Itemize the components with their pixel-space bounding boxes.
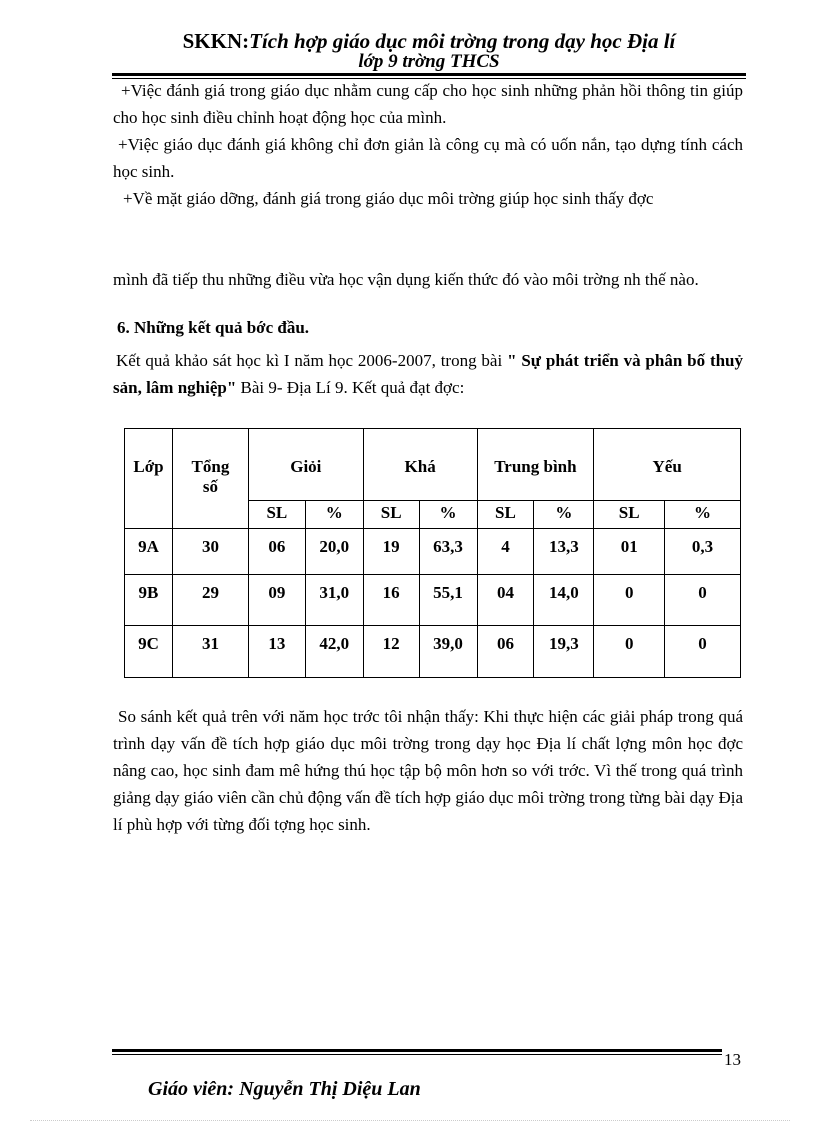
cell-gioi-pct: 31,0 <box>305 575 363 626</box>
header-lop: Lớp <box>125 429 173 529</box>
cell-kha-pct: 39,0 <box>419 626 477 678</box>
paragraph-2: +Việc giáo dục đánh giá không chỉ đơn giản là công cụ mà có uốn nắn, tạo dựng tính cách học sinh. <box>113 135 743 181</box>
table-row <box>125 575 741 626</box>
cell-yeu-sl: 01 <box>594 529 665 575</box>
paragraph-3: +Về mặt giáo dỡng, đánh giá trong giáo dục môi trờng giúp học sinh thấy đợc <box>123 189 654 208</box>
cell-yeu-sl: 0 <box>594 626 665 678</box>
table-row <box>125 626 741 678</box>
cell-gioi-pct: 20,0 <box>305 529 363 575</box>
header-yeu: Yếu <box>594 429 741 501</box>
cell-tb-pct: 14,0 <box>534 575 594 626</box>
cell-tb-pct: 13,3 <box>534 529 594 575</box>
cell-tong: 30 <box>172 529 248 575</box>
header-tong-so: Tổng số <box>172 429 248 529</box>
cell-gioi-sl: 13 <box>248 626 305 678</box>
sub-pct: % <box>305 501 363 529</box>
footer-rule-thin <box>112 1054 722 1055</box>
cell-tb-sl: 4 <box>477 529 534 575</box>
cell-tong: 31 <box>172 626 248 678</box>
cell-kha-pct: 55,1 <box>419 575 477 626</box>
cell-tb-sl: 04 <box>477 575 534 626</box>
cell-yeu-pct: 0,3 <box>665 529 741 575</box>
cell-yeu-pct: 0 <box>665 626 741 678</box>
cell-yeu-sl: 0 <box>594 575 665 626</box>
header-trung-binh: Trung bình <box>477 429 594 501</box>
sub-pct: % <box>534 501 594 529</box>
conclusion-paragraph: So sánh kết quả trên với năm học trớc tôi nhận thấy: Khi thực hiện các giải pháp trong quá trình dạy vấn đề tích hợp giáo dục môi trờng trong dạy học Địa lí chất lợng môn học đợc nâng cao, học sinh đam mê hứng thú học tập bộ môn hơn so với trớc. Vì thế trong quá trình giảng dạy giáo viên cần chủ động vấn đề tích hợp giáo dục môi trờng trong từng bài dạy Địa lí phù hợp với từng đối tợng học sinh. <box>113 707 743 834</box>
cell-gioi-sl: 06 <box>248 529 305 575</box>
cell-tb-sl: 06 <box>477 626 534 678</box>
sub-sl: SL <box>248 501 305 529</box>
cell-kha-sl: 19 <box>363 529 419 575</box>
page-header <box>112 30 746 73</box>
intro-lesson-title: " Sự phát triển và phân bố thuỷ sản, lâm nghiệp" <box>113 351 744 397</box>
sub-pct: % <box>419 501 477 529</box>
cell-gioi-pct: 42,0 <box>305 626 363 678</box>
cell-tb-pct: 19,3 <box>534 626 594 678</box>
cell-kha-sl: 12 <box>363 626 419 678</box>
page-number: 13 <box>724 1050 741 1069</box>
cell-kha-sl: 16 <box>363 575 419 626</box>
sub-sl: SL <box>363 501 419 529</box>
header-kha: Khá <box>363 429 477 501</box>
sub-sl: SL <box>477 501 534 529</box>
footer-author: Giáo viên: Nguyễn Thị Diệu Lan <box>148 1078 421 1100</box>
intro-prefix: Kết quả khảo sát học kì I năm học 2006-2007, trong bài <box>116 351 508 370</box>
section-heading: 6. Những kết quả bớc đầu. <box>117 318 310 337</box>
sub-pct: % <box>665 501 741 529</box>
cell-lop: 9B <box>125 575 173 626</box>
table-row <box>125 529 741 575</box>
header-title-line1: Tích hợp giáo dục môi trờng trong dạy học Địa lí <box>249 29 676 53</box>
cell-yeu-pct: 0 <box>665 575 741 626</box>
results-table <box>124 428 741 678</box>
cell-tong: 29 <box>172 575 248 626</box>
footer-rule-thick <box>112 1049 722 1052</box>
header-prefix: SKKN: <box>182 29 250 53</box>
page-bottom-edge <box>30 1120 790 1121</box>
paragraph-1: +Việc đánh giá trong giáo dục nhằm cung cấp cho học sinh những phản hồi thông tin giúp cho học sinh điều chỉnh hoạt động học của mình. <box>113 81 743 127</box>
header-rule-thick <box>112 73 746 76</box>
paragraph-4: mình đã tiếp thu những điều vừa học vận dụng kiến thức đó vào môi trờng nh thế nào. <box>113 270 699 289</box>
table-header-row <box>125 429 741 501</box>
cell-lop: 9C <box>125 626 173 678</box>
header-gioi: Giỏi <box>248 429 363 501</box>
cell-kha-pct: 63,3 <box>419 529 477 575</box>
intro-suffix: Bài 9- Địa Lí 9. Kết quả đạt đợc: <box>236 378 465 397</box>
sub-sl: SL <box>594 501 665 529</box>
cell-lop: 9A <box>125 529 173 575</box>
cell-gioi-sl: 09 <box>248 575 305 626</box>
header-title-line2: lớp 9 trờng THCS <box>358 51 500 72</box>
section-intro <box>113 347 743 401</box>
